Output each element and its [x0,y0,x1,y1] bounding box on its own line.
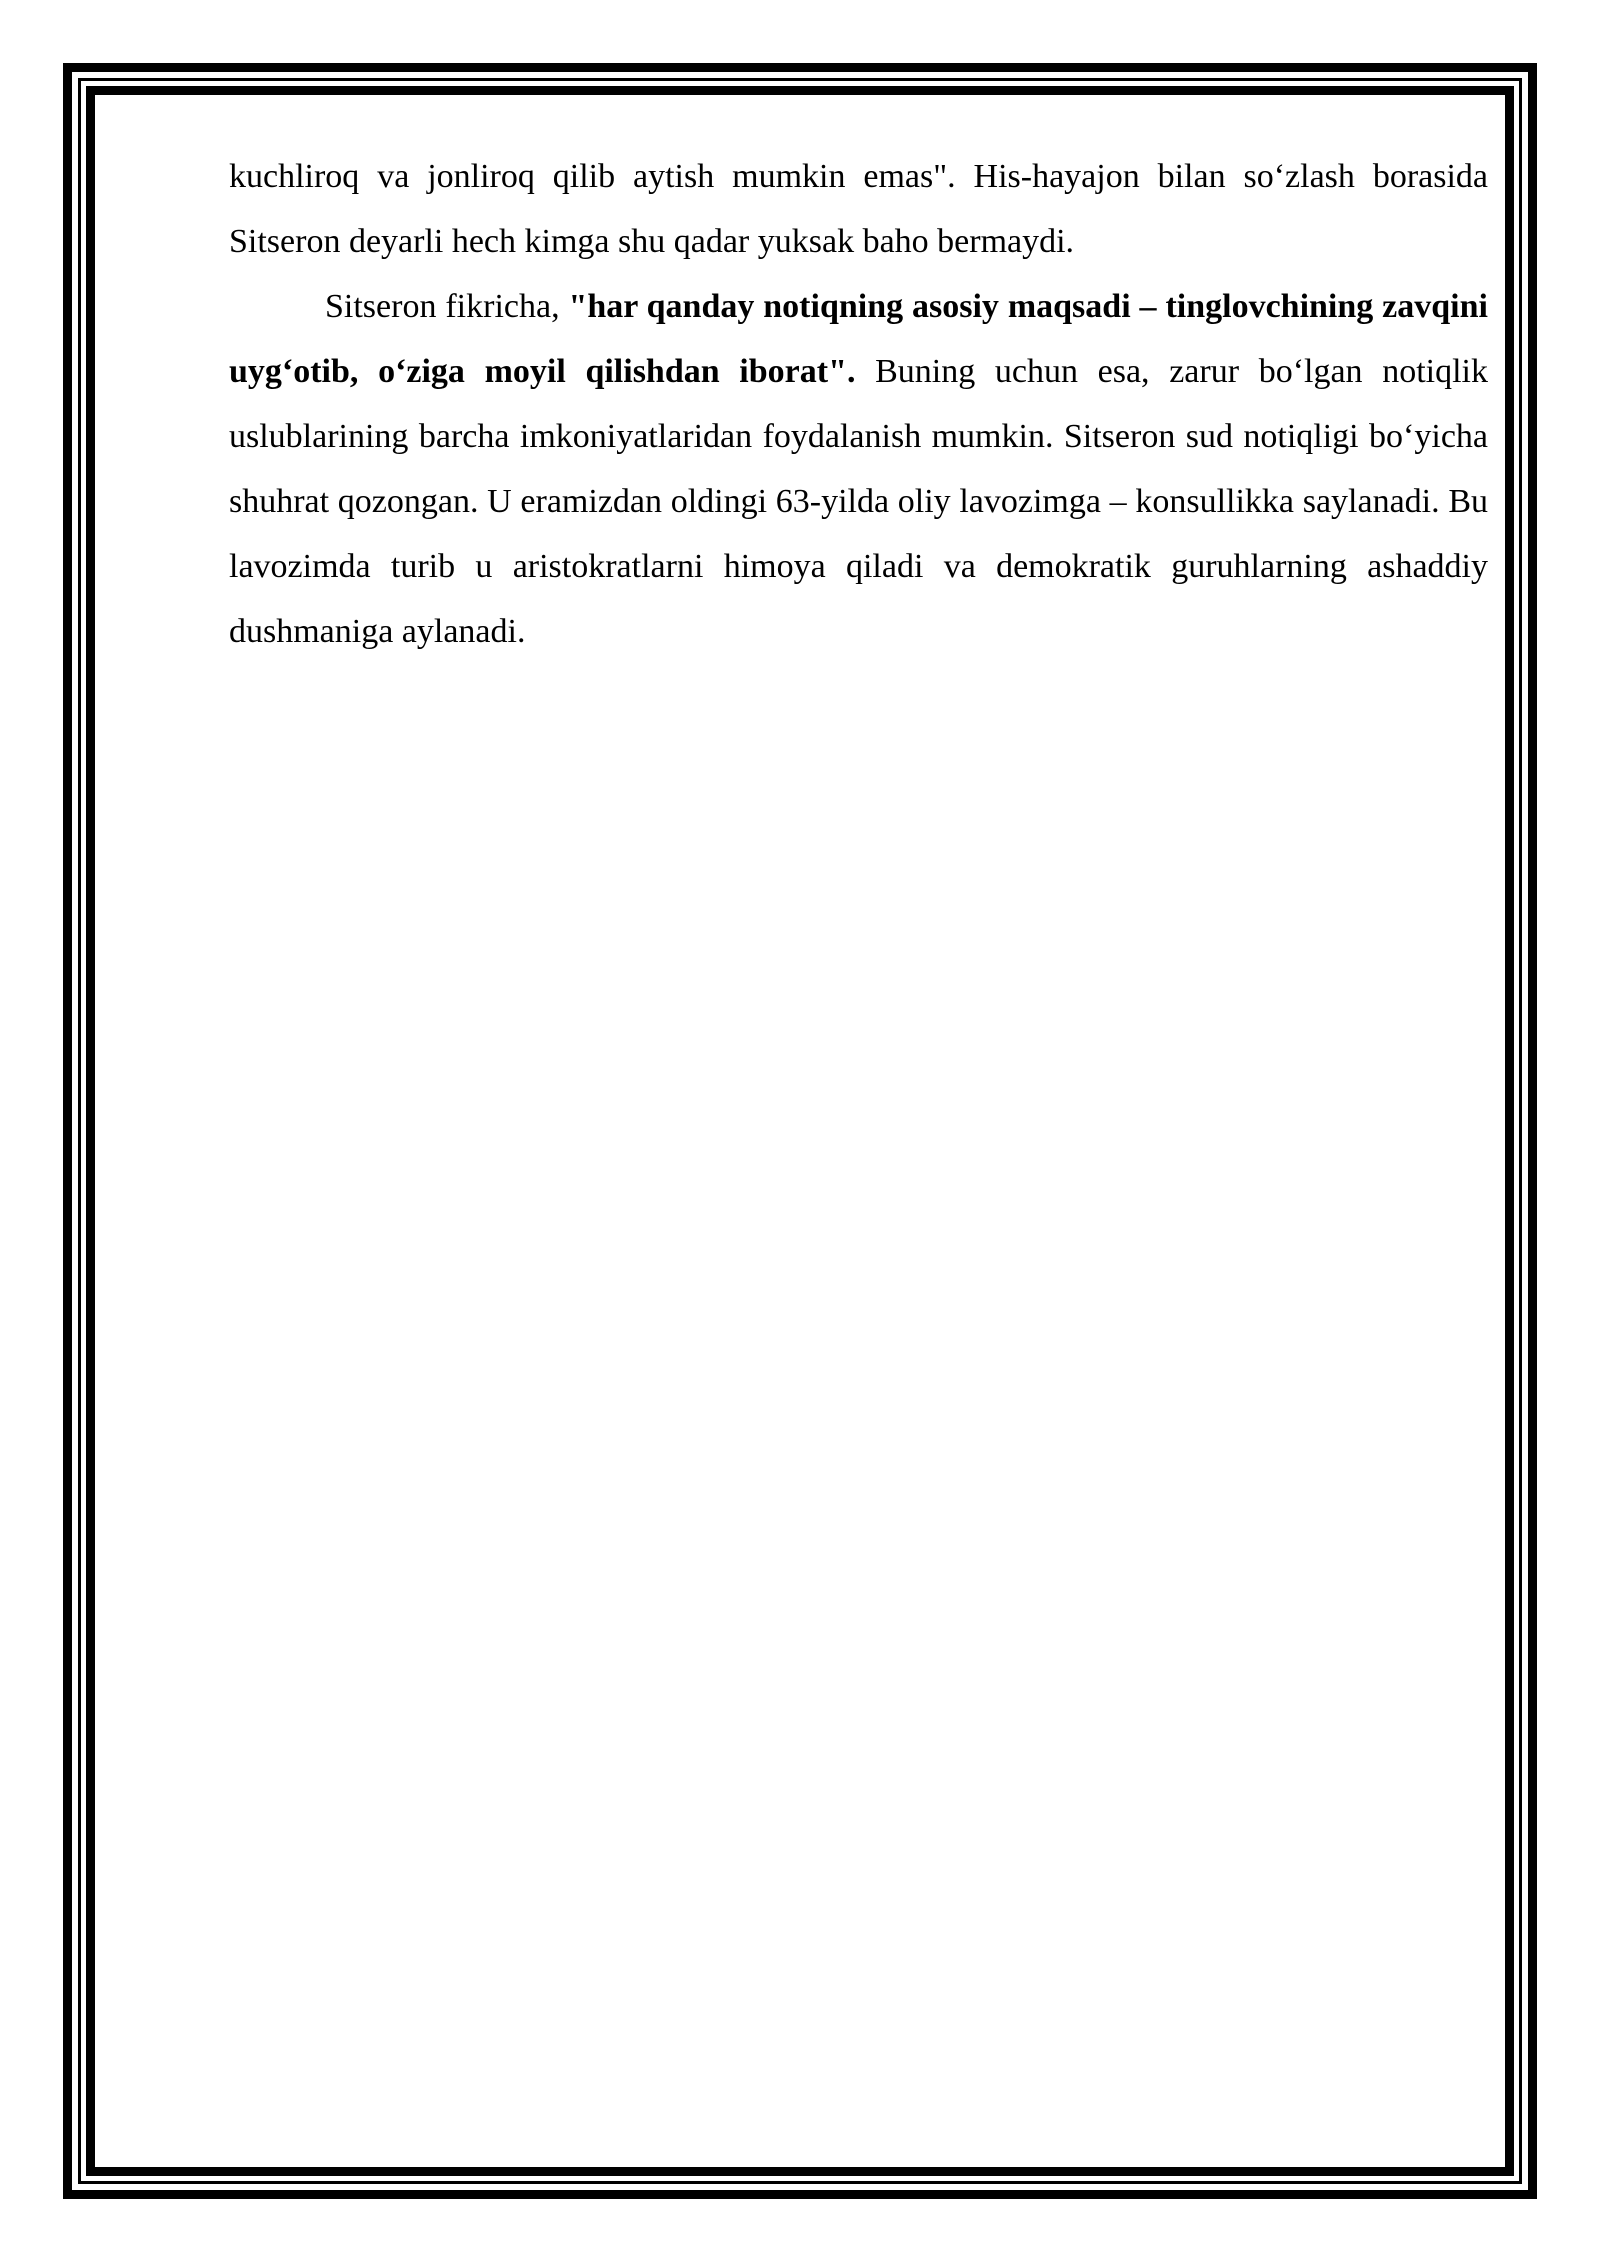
paragraph-lead-text: Sitseron fikricha, [325,288,569,325]
paragraph-sitseron [229,274,1488,664]
paragraph-text: kuchliroq va jonliroq qilib aytish mumkin emas". His-hayajon bilan so‘zlash borasida Sitseron deyarli hech kimga shu qadar yuksak baho bermaydi. [229,158,1488,260]
paragraph-continuation [229,144,1488,274]
paragraph-rest-text: Buning uchun esa, zarur bo‘lgan notiqlik uslublarining barcha imkoniyatlaridan foydalanish mumkin. Sitseron sud notiqligi bo‘yicha shuhrat qozongan. U eramizdan oldingi 63-yilda oliy lavozimga – konsullikka saylanadi. Bu lavozimda turib u aristokratlarni himoya qiladi va demokratik guruhlarning ashaddiy dushmaniga aylanadi. [229,353,1488,650]
bold-quote: "har qanday notiqning asosiy maqsadi – tinglovchining zavqini uyg‘otib, o‘ziga moyil qilishdan iborat". [229,288,1488,390]
document-body [229,144,1488,664]
